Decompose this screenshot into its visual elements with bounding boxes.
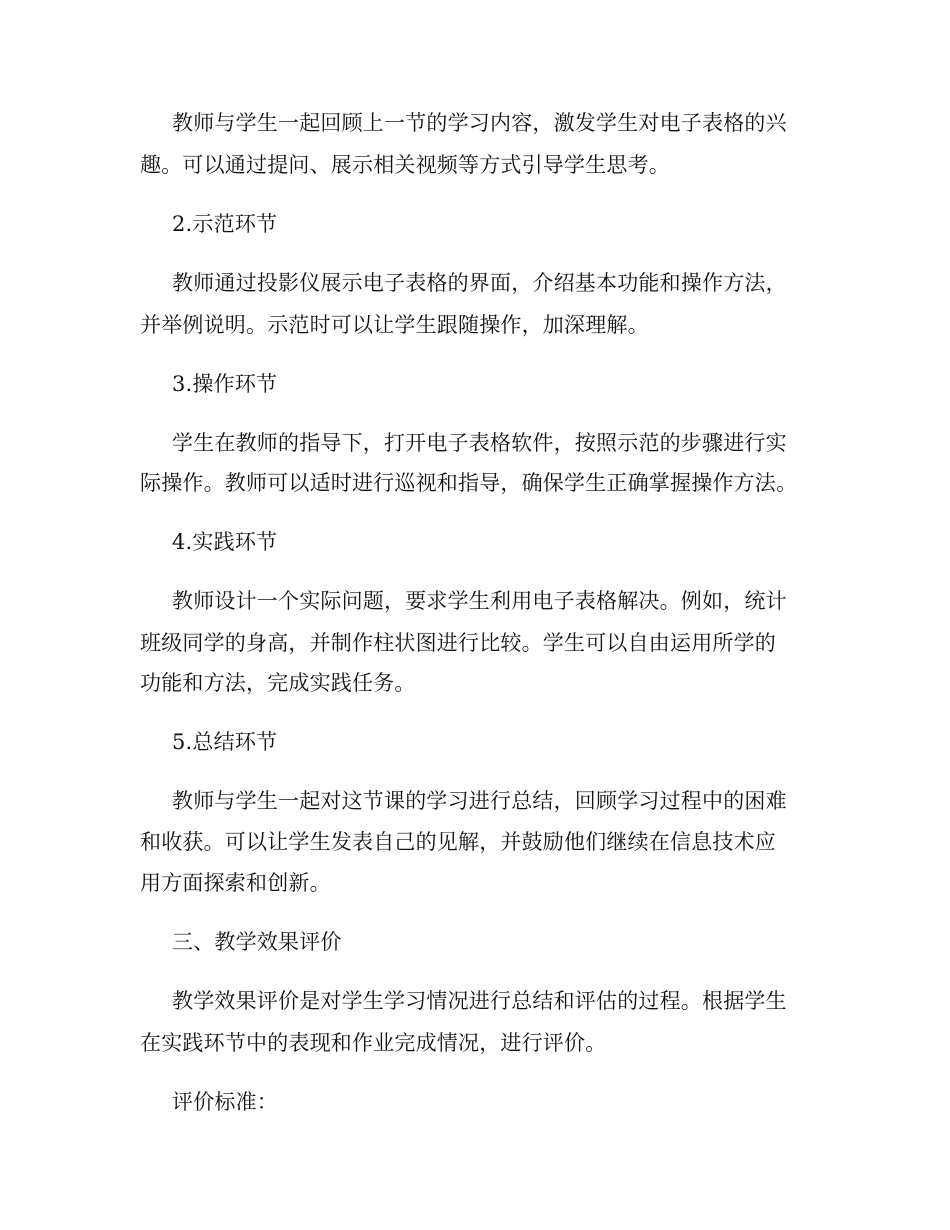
paragraph-demonstration-line-2: 并举例说明。示范时可以让学生跟随操作，加深理解。: [140, 313, 649, 337]
paragraph-summary-line-3: 用方面探索和创新。: [140, 871, 331, 895]
paragraph-evaluation-line-1: 教学效果评价是对学生学习情况进行总结和评估的过程。根据学生: [172, 989, 787, 1013]
paragraph-demonstration-line-1: 教师通过投影仪展示电子表格的界面，介绍基本功能和操作方法，: [172, 271, 787, 295]
evaluation-criteria-label: 评价标准：: [172, 1090, 278, 1114]
heading-teaching-evaluation: 三、教学效果评价: [172, 930, 342, 954]
paragraph-practice-line-2: 班级同学的身高，并制作柱状图进行比较。学生可以自由运用所学的: [140, 631, 776, 655]
paragraph-review-line-1: 教师与学生一起回顾上一节的学习内容，激发学生对电子表格的兴: [172, 111, 787, 135]
paragraph-operation-line-1: 学生在教师的指导下，打开电子表格软件，按照示范的步骤进行实: [172, 431, 787, 455]
heading-practice: 4.实践环节: [172, 530, 278, 554]
paragraph-practice-line-1: 教师设计一个实际问题，要求学生利用电子表格解决。例如，统计: [172, 589, 787, 613]
heading-demonstration: 2.示范环节: [172, 212, 278, 236]
paragraph-evaluation-line-2: 在实践环节中的表现和作业完成情况，进行评价。: [140, 1031, 607, 1055]
paragraph-review-line-2: 趣。可以通过提问、展示相关视频等方式引导学生思考。: [140, 153, 670, 177]
paragraph-practice-line-3: 功能和方法，完成实践任务。: [140, 671, 416, 695]
heading-operation: 3.操作环节: [172, 372, 278, 396]
paragraph-summary-line-1: 教师与学生一起对这节课的学习进行总结，回顾学习过程中的困难: [172, 789, 787, 813]
heading-summary: 5.总结环节: [172, 730, 278, 754]
paragraph-summary-line-2: 和收获。可以让学生发表自己的见解，并鼓励他们继续在信息技术应: [140, 830, 776, 854]
paragraph-operation-line-2: 际操作。教师可以适时进行巡视和指导，确保学生正确掌握操作方法。: [140, 471, 798, 495]
